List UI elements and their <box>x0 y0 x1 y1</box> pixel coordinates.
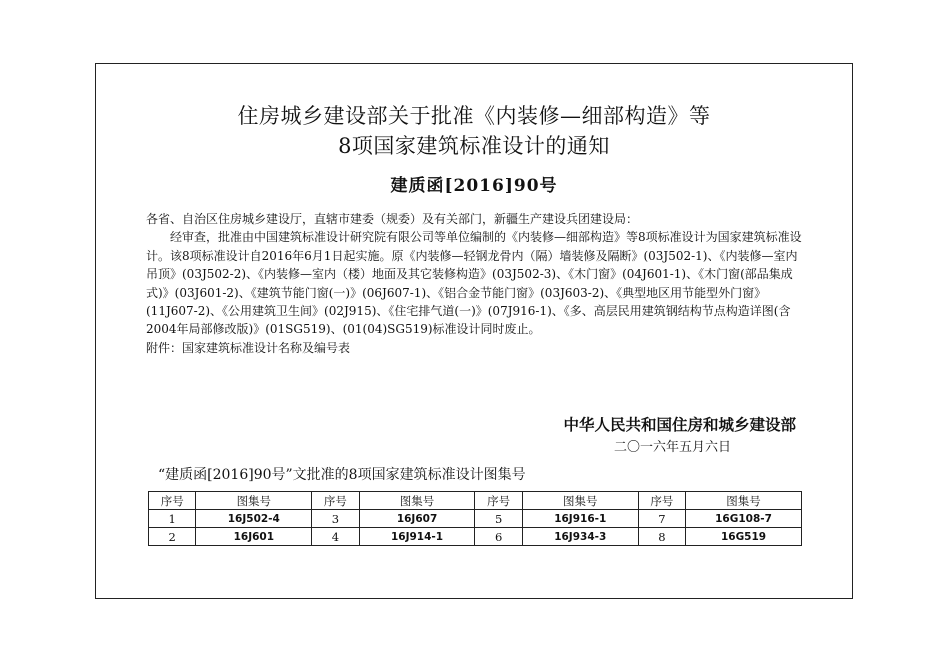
table-cell: 16J914-1 <box>359 528 475 546</box>
main-paragraph: 经审查，批准由中国建筑标准设计研究院有限公司等单位编制的《内装修—细部构造》等8项标准设计为国家建筑标准设计。该8项标准设计自2016年6月1日起实施。原《内装修—轻钢龙骨内（隔）墙装修及隔断》(03J502-1)、《内装修—室内吊顶》(03J502-2)、《内装修—室内（楼）地面及其它装修构造》(03J502-3)、《木门窗》(04J601-1)、《木门窗(部品集成式)》(03J601-2)、《建筑节能门窗(一)》(06J607-1)、《铝合金节能门窗》(03J603-2)、《典型地区用节能型外门窗》(11J607-2)、《公用建筑卫生间》(02J915)、《住宅排气道(一)》(07J916-1)、《多、高层民用建筑钢结构节点构造详图(含2004年局部修改版)》(01SG519)、(01(04)SG519)标准设计同时废止。 <box>146 230 802 337</box>
table-cell: 8 <box>638 528 685 546</box>
table-cell: 16G108-7 <box>686 510 802 528</box>
issuing-organization: 中华人民共和国住房和城乡建设部 <box>563 415 796 434</box>
table-cell: 16J916-1 <box>522 510 638 528</box>
table-caption: “建质函[2016]90号”文批准的8项国家建筑标准设计图集号 <box>158 467 526 483</box>
table-cell: 7 <box>638 510 685 528</box>
table-cell: 16G519 <box>686 528 802 546</box>
table-cell: 16J601 <box>196 528 312 546</box>
document-frame <box>95 63 853 599</box>
atlas-number-table <box>148 491 802 546</box>
notice-title-line1: 住房城乡建设部关于批准《内装修—细部构造》等 <box>237 104 711 128</box>
table-cell: 5 <box>475 510 522 528</box>
table-row <box>149 528 802 546</box>
addressee: 各省、自治区住房城乡建设厅，直辖市建委（规委）及有关部门，新疆生产建设兵团建设局： <box>146 212 639 226</box>
header-cell: 图集号 <box>196 492 312 510</box>
table-cell: 16J934-3 <box>522 528 638 546</box>
issue-date: 二〇一六年五月六日 <box>613 440 731 455</box>
header-cell: 序号 <box>475 492 522 510</box>
table-header-row <box>149 492 802 510</box>
header-cell: 图集号 <box>359 492 475 510</box>
attachment-note: 附件：国家建筑标准设计名称及编号表 <box>146 340 351 355</box>
header-cell: 序号 <box>638 492 685 510</box>
table-cell: 1 <box>149 510 196 528</box>
header-cell: 序号 <box>149 492 196 510</box>
notice-title-line2: 8项国家建筑标准设计的通知 <box>338 134 610 158</box>
table-cell: 16J607 <box>359 510 475 528</box>
table-cell: 16J502-4 <box>196 510 312 528</box>
table-row <box>149 510 802 528</box>
document-number: 建质函[2016]90号 <box>390 176 558 196</box>
header-cell: 图集号 <box>522 492 638 510</box>
header-cell: 图集号 <box>686 492 802 510</box>
table-cell: 4 <box>312 528 359 546</box>
notice-body <box>146 210 806 357</box>
table-cell: 3 <box>312 510 359 528</box>
table-cell: 6 <box>475 528 522 546</box>
table-cell: 2 <box>149 528 196 546</box>
header-cell: 序号 <box>312 492 359 510</box>
